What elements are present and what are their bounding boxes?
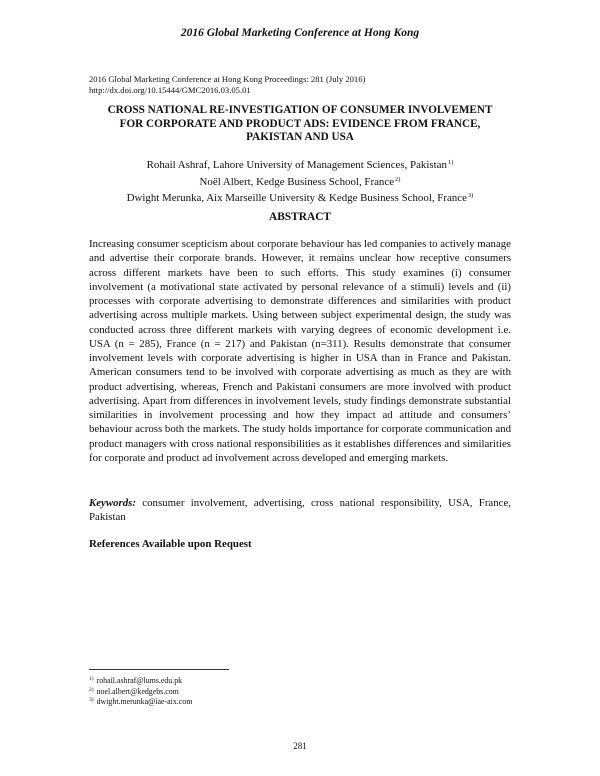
title-line: CROSS NATIONAL RE-INVESTIGATION OF CONSUMER INVOLVEMENT (107, 104, 493, 116)
keywords-label: Keywords: (89, 497, 136, 509)
footnote-marker: 1) (447, 159, 454, 166)
author-affiliation: Noël Albert, Kedge Business School, France (199, 175, 395, 188)
author-line (80, 156, 520, 173)
footnote-divider (89, 669, 229, 670)
footnote (89, 675, 192, 686)
footnote (89, 696, 192, 707)
author-list (80, 156, 520, 206)
footnote (89, 686, 192, 697)
proceedings-line: 2016 Global Marketing Conference at Hong Kong Proceedings: 281 (July 2016) (89, 74, 366, 84)
footnote-marker: 2) (89, 686, 94, 693)
author-line (80, 173, 520, 190)
page-number: 281 (293, 741, 307, 751)
title-line: FOR CORPORATE AND PRODUCT ADS: EVIDENCE FROM FRANCE, (119, 117, 481, 130)
author-line (80, 189, 520, 206)
footnotes (89, 675, 192, 707)
doi-link[interactable]: http://dx.doi.org/10.15444/GMC2016.03.05.01 (89, 84, 251, 95)
paper-title (80, 104, 520, 145)
footnote-marker: 3) (89, 697, 94, 704)
author-affiliation: Rohail Ashraf, Lahore University of Management Sciences, Pakistan (146, 159, 447, 171)
abstract-heading: ABSTRACT (268, 211, 332, 223)
footnote-email[interactable]: noel.albert@kedgebs.com (96, 686, 179, 696)
footnote-email[interactable]: rohail.ashraf@lums.edu.pk (96, 676, 183, 685)
footnote-email[interactable]: dwight.merunka@iae-aix.com (96, 697, 193, 707)
references-note: References Available upon Request (89, 538, 252, 550)
running-header: 2016 Global Marketing Conference at Hong Kong (180, 27, 420, 39)
abstract-body: Increasing consumer scepticism about corporate behaviour has led companies to actively manage and advertise their corporate brands. However, it remains unclear how receptive consumers across different markets have been to such efforts. This study examines (i) consumer involvement (a motivational state activated by personal relevance of a stimuli) levels and (ii) processes with corporate advertising to demonstrate differences and similarities with product advertising across multiple markets. Using between subject experimental design, the study was conducted across three different markets with varying degrees of economic development i.e. USA (n = 285), France (n = 217) and Pakistan (n=311). Results demonstrate that consumer involvement levels with corporate advertising is higher in USA than in France and Pakistan. American consumers tend to be involved with corporate advertising as much as they are with product advertising, whereas, French and Pakistani consumers are more involved with product advertising. Apart from differences in involvement levels, study findings demonstrate substantial similarities in involvement processing and how they impact ad attitude and consumers’ behaviour across both the markets. The study holds importance for corporate communication and product managers with cross national responsibilities as it establishes differences and similarities for corporate and product ad involvement across developed and emerging markets. (89, 238, 511, 464)
title-line: PAKISTAN AND USA (246, 131, 354, 143)
footnote-marker: 2) (395, 175, 401, 183)
keywords-list: consumer involvement, advertising, cross national responsibility, USA, France, Pakistan (89, 497, 512, 524)
footnote-marker: 3) (467, 192, 474, 199)
citation-block (89, 74, 365, 95)
footnote-marker: 1) (89, 676, 94, 682)
author-affiliation: Dwight Merunka, Aix Marseille University & Kedge Business School, France (126, 192, 467, 204)
keywords-paragraph (89, 496, 511, 525)
